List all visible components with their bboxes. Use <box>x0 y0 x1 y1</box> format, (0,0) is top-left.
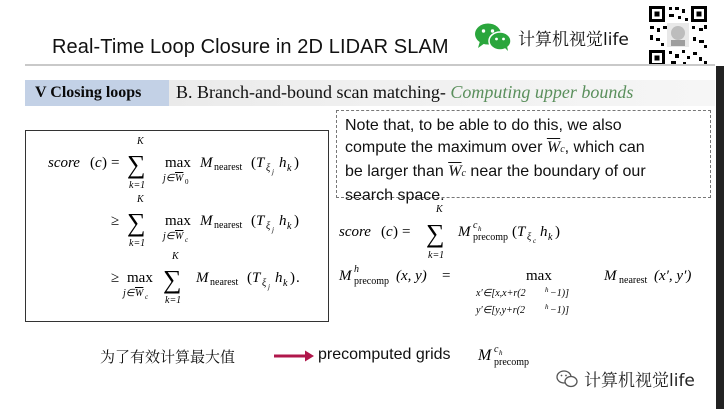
paren-T-open-r: ( <box>512 224 517 240</box>
nearest-r: nearest <box>619 275 648 286</box>
brand-watermark <box>556 366 695 391</box>
xi-r: ξ <box>527 232 532 243</box>
note-W-symbol-2: $\overline{W}$ <box>448 163 462 180</box>
score-text: score <box>48 155 80 171</box>
eq-r: = <box>402 224 411 240</box>
h-sub-r: k <box>548 232 553 243</box>
M-precomp-lhs: M <box>339 268 352 284</box>
window-edge <box>716 66 724 409</box>
T-3: T <box>252 270 261 286</box>
sum-symbol-1: ∑ <box>127 150 146 179</box>
paren-open: ( <box>90 155 95 171</box>
args-r: (x′, y′) <box>654 268 692 284</box>
sum-lower-r: k=1 <box>428 250 445 261</box>
h-2: h <box>279 213 287 229</box>
precomp-r: precomp <box>473 232 508 243</box>
sum-upper-3: K <box>172 251 179 262</box>
arrow-icon <box>274 350 314 362</box>
x-range-tail: −1)] <box>550 288 569 299</box>
section-label: V Closing loops <box>35 84 142 101</box>
eq-sign: = <box>111 155 120 171</box>
paren-close: ) <box>102 155 107 171</box>
max-sub-1: j∈ <box>163 173 175 184</box>
sum-symbol-2: ∑ <box>127 208 146 237</box>
M-3: M <box>196 270 209 286</box>
subsection-prefix: B. Branch-and-bound scan matching- <box>176 82 451 102</box>
max-sub-c-2: c <box>185 236 189 244</box>
xi-3: ξ <box>262 278 267 289</box>
note-line-1: Note that, to be able to do this, we also <box>345 117 622 134</box>
h-sub-1: k <box>287 163 292 174</box>
note-line-3 <box>345 161 702 185</box>
nearest-1: nearest <box>214 162 243 173</box>
M-bottom: M <box>478 347 492 364</box>
xy-lhs: (x, y) <box>396 268 427 284</box>
y-range-h: h <box>545 303 549 311</box>
M-r: M <box>458 224 471 240</box>
h-r: h <box>540 224 548 240</box>
wechat-icon <box>474 22 512 52</box>
M-nearest-r: M <box>604 268 617 284</box>
score-arg-r: c <box>386 224 393 240</box>
paren-T-close-2: ) <box>294 213 299 229</box>
precomputed-grids-label: precomputed grids <box>318 346 451 363</box>
chinese-caption: 为了有效计算最大值 <box>100 348 236 366</box>
slide-title: Real-Time Loop Closure in 2D LIDAR SLAM <box>52 36 449 58</box>
ch-r: c <box>473 220 478 231</box>
sum-upper-2: K <box>137 194 144 205</box>
h-sub-2: k <box>287 221 292 232</box>
title-divider <box>25 64 715 66</box>
x-range: x′∈[x,x+r(2 <box>476 288 526 299</box>
sum-symbol-r: ∑ <box>426 219 445 248</box>
note-W-sub: c <box>560 144 565 155</box>
note-W-symbol: $\overline{W}$ <box>546 139 561 156</box>
score-arg: c <box>95 155 102 171</box>
precomp-lhs: precomp <box>354 276 389 287</box>
T-2: T <box>256 213 265 229</box>
ch-sub-r: h <box>478 225 482 233</box>
M-2: M <box>200 213 213 229</box>
max-sub-0: 0 <box>185 178 189 186</box>
y-range: y′∈[y,y+r(2 <box>476 305 526 316</box>
max-sub-W-2: W <box>175 231 184 242</box>
xi-2: ξ <box>266 221 271 232</box>
period: . <box>296 270 300 286</box>
geq-1: ≥ <box>111 213 120 229</box>
brand-label: 计算机视觉life <box>518 29 629 50</box>
paren-T-close-1: ) <box>294 155 299 171</box>
note-box <box>336 110 711 204</box>
max-2: max <box>165 213 191 229</box>
paren-T-close-r: ) <box>555 224 560 240</box>
paren-close-r: ) <box>393 224 398 240</box>
max-sub-c-3: c <box>145 293 149 301</box>
sum-lower-3: k=1 <box>165 295 182 306</box>
eq-lhs: = <box>442 268 451 284</box>
note-line-3-tail: near the boundary of our <box>470 163 646 180</box>
ch-bottom: c <box>494 344 499 355</box>
sum-lower-1: k=1 <box>129 180 146 191</box>
hsup-lhs: h <box>354 264 359 275</box>
score-bound-formula <box>23 130 333 325</box>
note-line-4: search space. <box>345 187 445 204</box>
y-range-tail: −1)] <box>550 305 569 316</box>
precomp-formulas <box>336 200 716 330</box>
subsection-accent: Computing upper bounds <box>450 82 634 102</box>
note-line-2 <box>345 137 702 161</box>
qr-code-icon <box>647 4 709 68</box>
x-range-h: h <box>545 286 549 294</box>
sum-upper-r: K <box>436 204 443 215</box>
xi-1: ξ <box>266 163 271 174</box>
max-sub-2: j∈ <box>163 231 175 242</box>
max-3: max <box>127 270 153 286</box>
paren-T-open-2: ( <box>251 213 256 229</box>
h-sub-3: k <box>283 278 288 289</box>
max-sub-3: j∈ <box>123 288 135 299</box>
brand-watermark-label: 计算机视觉life <box>584 371 695 391</box>
paren-T-open-1: ( <box>251 155 256 171</box>
wechat-watermark-icon <box>556 370 578 388</box>
paren-T-close-3: ) <box>290 270 295 286</box>
section-tab <box>25 80 169 106</box>
T-r: T <box>517 224 526 240</box>
note-line-3-text: be larger than <box>345 163 444 180</box>
paren-T-open-3: ( <box>247 270 252 286</box>
max-sub-W-1: W <box>175 173 184 184</box>
subsection-title <box>176 82 633 103</box>
precomp-symbol <box>476 340 556 372</box>
xi-sub-3: j <box>268 283 270 291</box>
M-1: M <box>200 155 213 171</box>
xi-sub-r: c <box>533 237 537 245</box>
max-1: max <box>165 155 191 171</box>
note-W-sub-2: c <box>461 168 466 179</box>
sum-symbol-3: ∑ <box>163 265 182 294</box>
brand-header <box>474 22 629 52</box>
h-1: h <box>279 155 287 171</box>
max-sub-W-3: W <box>135 288 144 299</box>
sum-upper-1: K <box>137 136 144 147</box>
sum-lower-2: k=1 <box>129 238 146 249</box>
ch-sub-bottom: h <box>499 349 503 357</box>
max-r: max <box>526 268 552 284</box>
T-1: T <box>256 155 265 171</box>
precomp-bottom: precomp <box>494 357 529 368</box>
paren-open-r: ( <box>381 224 386 240</box>
geq-2: ≥ <box>111 270 120 286</box>
note-line-2-text: compute the maximum over <box>345 139 543 156</box>
xi-sub-2: j <box>272 226 274 234</box>
note-line-2-tail: , which can <box>564 139 645 156</box>
nearest-2: nearest <box>214 220 243 231</box>
xi-sub-1: j <box>272 168 274 176</box>
h-3: h <box>275 270 283 286</box>
nearest-3: nearest <box>210 277 239 288</box>
score-text-r: score <box>339 224 371 240</box>
